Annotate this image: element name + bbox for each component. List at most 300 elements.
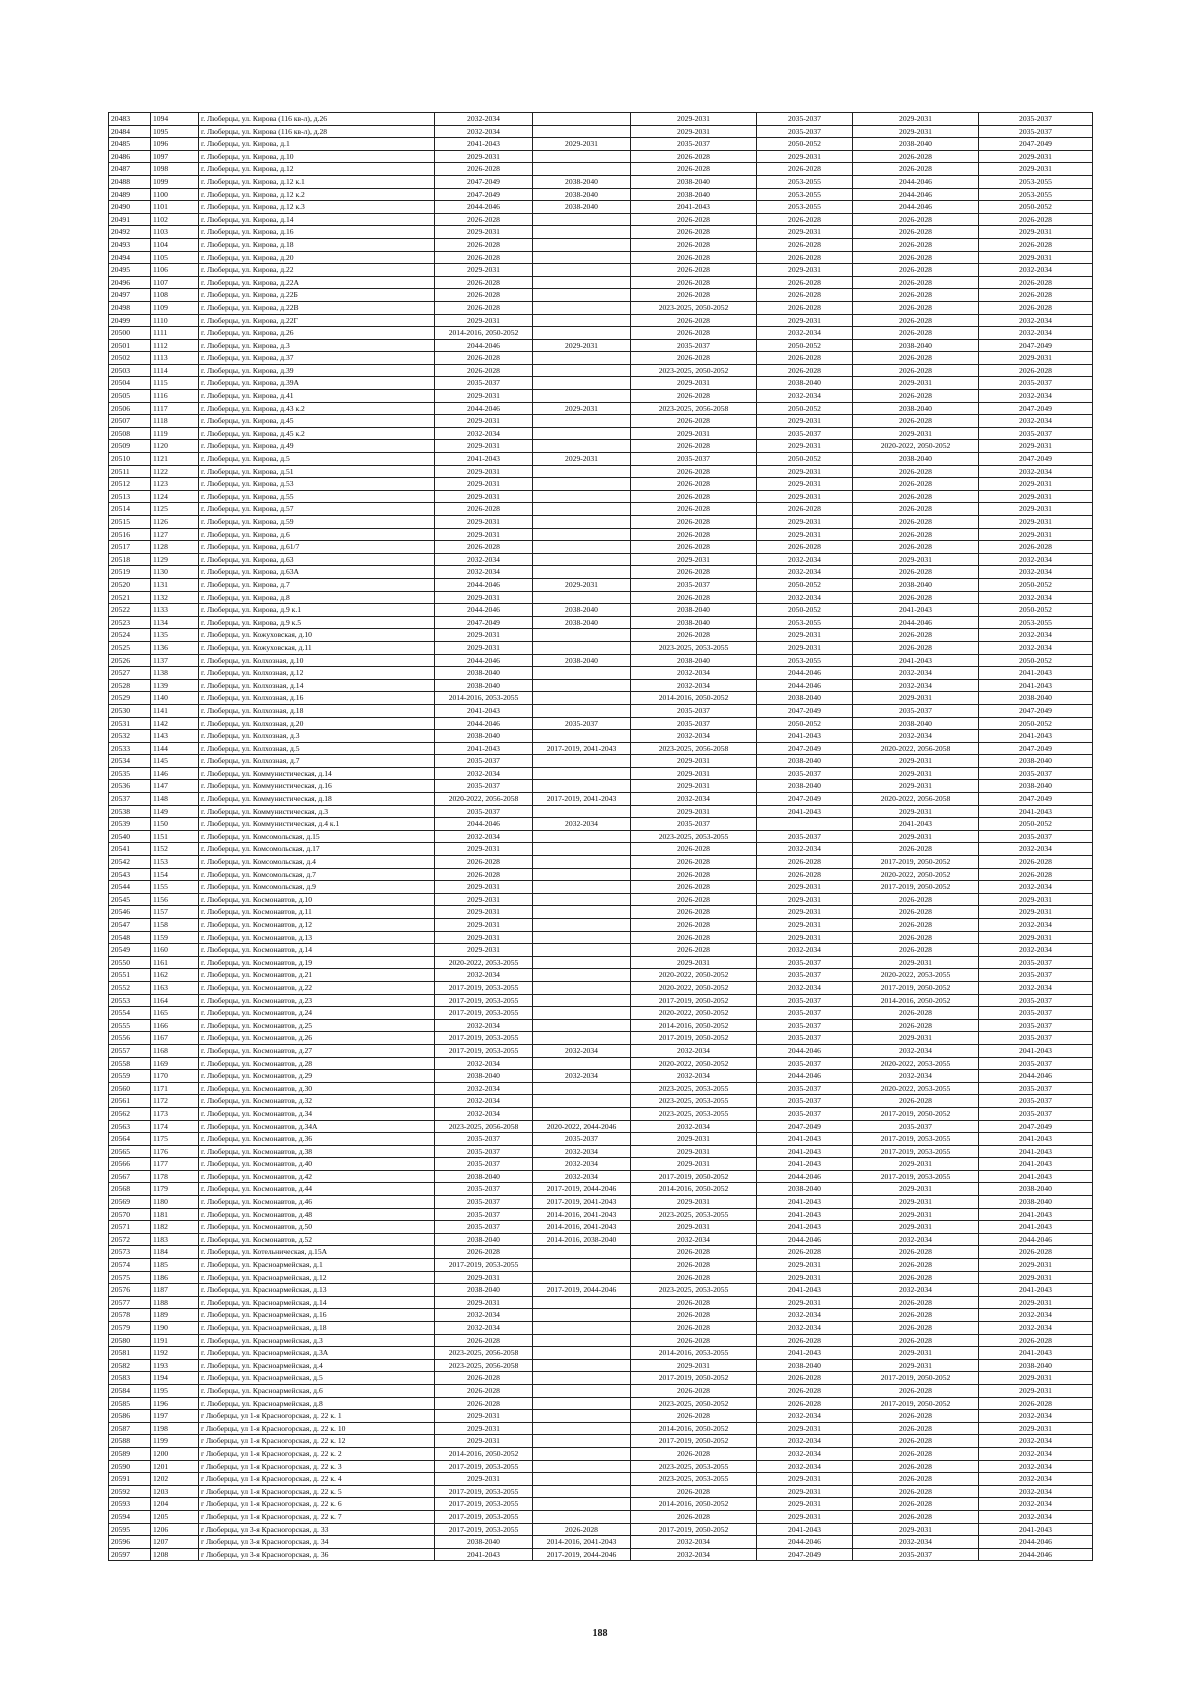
table-row bbox=[109, 654, 1093, 667]
cell-period-3: 2026-2028 bbox=[631, 906, 757, 919]
cell-period-5: 2029-2031 bbox=[853, 1359, 979, 1372]
cell-row-id: 20519 bbox=[109, 566, 151, 579]
cell-period-6: 2032-2034 bbox=[979, 981, 1093, 994]
cell-period-2 bbox=[533, 1007, 631, 1020]
cell-period-1: 2029-2031 bbox=[435, 528, 533, 541]
cell-item-number: 1116 bbox=[151, 390, 199, 403]
table-row bbox=[109, 402, 1093, 415]
table-row bbox=[109, 415, 1093, 428]
cell-period-5: 2026-2028 bbox=[853, 1334, 979, 1347]
cell-period-5: 2026-2028 bbox=[853, 251, 979, 264]
cell-period-6: 2029-2031 bbox=[979, 440, 1093, 453]
cell-period-1: 2026-2028 bbox=[435, 541, 533, 554]
cell-address: г. Люберцы, ул. Кирова, д.12 к.1 bbox=[199, 175, 435, 188]
cell-period-1: 2017-2019, 2053-2055 bbox=[435, 1032, 533, 1045]
cell-address: г. Люберцы, ул. Космонавтов, д.30 bbox=[199, 1082, 435, 1095]
table-row bbox=[109, 1498, 1093, 1511]
cell-address: г. Люберцы, ул. Космонавтов, д.27 bbox=[199, 1044, 435, 1057]
cell-period-3: 2023-2025, 2050-2052 bbox=[631, 301, 757, 314]
table-row bbox=[109, 969, 1093, 982]
table-row bbox=[109, 251, 1093, 264]
cell-period-3: 2017-2019, 2050-2052 bbox=[631, 1523, 757, 1536]
table-row bbox=[109, 1397, 1093, 1410]
cell-period-4: 2038-2040 bbox=[757, 1183, 853, 1196]
cell-period-5: 2026-2028 bbox=[853, 390, 979, 403]
cell-period-3: 2026-2028 bbox=[631, 541, 757, 554]
cell-period-4: 2032-2034 bbox=[757, 981, 853, 994]
cell-period-5: 2026-2028 bbox=[853, 238, 979, 251]
cell-period-5: 2026-2028 bbox=[853, 150, 979, 163]
cell-item-number: 1180 bbox=[151, 1196, 199, 1209]
cell-item-number: 1159 bbox=[151, 931, 199, 944]
cell-period-4: 2032-2034 bbox=[757, 1460, 853, 1473]
cell-period-3: 2029-2031 bbox=[631, 1196, 757, 1209]
cell-period-2 bbox=[533, 251, 631, 264]
cell-period-1: 2014-2016, 2050-2052 bbox=[435, 1447, 533, 1460]
cell-period-5: 2020-2022, 2053-2055 bbox=[853, 969, 979, 982]
cell-period-2: 2017-2019, 2041-2043 bbox=[533, 742, 631, 755]
cell-period-2 bbox=[533, 301, 631, 314]
cell-period-5: 2026-2028 bbox=[853, 591, 979, 604]
cell-period-4: 2035-2037 bbox=[757, 1095, 853, 1108]
cell-period-3: 2029-2031 bbox=[631, 1158, 757, 1171]
cell-period-3: 2014-2016, 2053-2055 bbox=[631, 1347, 757, 1360]
cell-row-id: 20558 bbox=[109, 1057, 151, 1070]
cell-period-2 bbox=[533, 881, 631, 894]
table-row bbox=[109, 717, 1093, 730]
cell-period-2 bbox=[533, 1259, 631, 1272]
cell-period-4: 2026-2028 bbox=[757, 1334, 853, 1347]
cell-period-1: 2029-2031 bbox=[435, 893, 533, 906]
cell-period-3: 2032-2034 bbox=[631, 793, 757, 806]
cell-period-2: 2020-2022, 2044-2046 bbox=[533, 1120, 631, 1133]
cell-address: г. Люберцы, ул. Кирова, д.9 к.1 bbox=[199, 604, 435, 617]
cell-period-4: 2032-2034 bbox=[757, 1322, 853, 1335]
cell-period-2 bbox=[533, 591, 631, 604]
cell-row-id: 20542 bbox=[109, 856, 151, 869]
cell-period-1: 2026-2028 bbox=[435, 163, 533, 176]
table-row bbox=[109, 453, 1093, 466]
table-row bbox=[109, 1019, 1093, 1032]
cell-item-number: 1122 bbox=[151, 465, 199, 478]
table-row bbox=[109, 1032, 1093, 1045]
cell-period-5: 2026-2028 bbox=[853, 503, 979, 516]
cell-period-1: 2029-2031 bbox=[435, 629, 533, 642]
cell-period-2 bbox=[533, 1372, 631, 1385]
cell-row-id: 20566 bbox=[109, 1158, 151, 1171]
cell-row-id: 20509 bbox=[109, 440, 151, 453]
cell-period-5: 2029-2031 bbox=[853, 125, 979, 138]
cell-period-2 bbox=[533, 150, 631, 163]
cell-period-4: 2044-2046 bbox=[757, 1044, 853, 1057]
cell-period-2 bbox=[533, 1347, 631, 1360]
cell-address: г. Люберцы, ул. Комсомольская, д.4 bbox=[199, 856, 435, 869]
cell-row-id: 20522 bbox=[109, 604, 151, 617]
cell-period-5: 2032-2034 bbox=[853, 1536, 979, 1549]
cell-period-5: 2026-2028 bbox=[853, 465, 979, 478]
cell-period-5: 2026-2028 bbox=[853, 893, 979, 906]
cell-period-1: 2032-2034 bbox=[435, 1057, 533, 1070]
cell-period-4: 2029-2031 bbox=[757, 226, 853, 239]
cell-period-5: 2041-2043 bbox=[853, 818, 979, 831]
cell-period-4: 2041-2043 bbox=[757, 1284, 853, 1297]
cell-period-2 bbox=[533, 377, 631, 390]
cell-period-1: 2017-2019, 2053-2055 bbox=[435, 1460, 533, 1473]
cell-period-6: 2038-2040 bbox=[979, 692, 1093, 705]
cell-period-1: 2029-2031 bbox=[435, 1271, 533, 1284]
cell-item-number: 1146 bbox=[151, 767, 199, 780]
cell-period-2: 2017-2019, 2041-2043 bbox=[533, 1196, 631, 1209]
cell-period-2: 2029-2031 bbox=[533, 402, 631, 415]
cell-item-number: 1149 bbox=[151, 805, 199, 818]
cell-period-3: 2035-2037 bbox=[631, 704, 757, 717]
table-row bbox=[109, 1120, 1093, 1133]
cell-period-2 bbox=[533, 1410, 631, 1423]
cell-address: г. Люберцы, ул. Колхозная, д.5 bbox=[199, 742, 435, 755]
cell-period-5: 2029-2031 bbox=[853, 1183, 979, 1196]
cell-period-5: 2026-2028 bbox=[853, 415, 979, 428]
cell-row-id: 20507 bbox=[109, 415, 151, 428]
cell-period-1: 2032-2034 bbox=[435, 1082, 533, 1095]
cell-period-6: 2035-2037 bbox=[979, 1019, 1093, 1032]
cell-period-6: 2026-2028 bbox=[979, 868, 1093, 881]
cell-period-4: 2035-2037 bbox=[757, 113, 853, 126]
cell-address: г. Люберцы, ул. Космонавтов, д.26 bbox=[199, 1032, 435, 1045]
cell-period-3: 2023-2025, 2053-2055 bbox=[631, 1082, 757, 1095]
cell-period-6: 2029-2031 bbox=[979, 1384, 1093, 1397]
cell-period-1: 2026-2028 bbox=[435, 213, 533, 226]
cell-period-5: 2035-2037 bbox=[853, 1120, 979, 1133]
cell-row-id: 20556 bbox=[109, 1032, 151, 1045]
cell-item-number: 1123 bbox=[151, 478, 199, 491]
cell-period-5: 2020-2022, 2050-2052 bbox=[853, 868, 979, 881]
cell-period-4: 2044-2046 bbox=[757, 667, 853, 680]
cell-period-6: 2029-2031 bbox=[979, 163, 1093, 176]
cell-period-4: 2026-2028 bbox=[757, 1372, 853, 1385]
cell-address: г Люберцы, ул 1-я Красногорская, д. 22 к. 6 bbox=[199, 1498, 435, 1511]
cell-item-number: 1104 bbox=[151, 238, 199, 251]
cell-row-id: 20520 bbox=[109, 578, 151, 591]
cell-row-id: 20577 bbox=[109, 1296, 151, 1309]
cell-row-id: 20579 bbox=[109, 1322, 151, 1335]
cell-period-2 bbox=[533, 1397, 631, 1410]
cell-period-3: 2038-2040 bbox=[631, 175, 757, 188]
cell-item-number: 1197 bbox=[151, 1410, 199, 1423]
cell-period-1: 2044-2046 bbox=[435, 604, 533, 617]
table-row bbox=[109, 742, 1093, 755]
cell-period-1: 2026-2028 bbox=[435, 289, 533, 302]
table-row bbox=[109, 1422, 1093, 1435]
cell-address: г. Люберцы, ул. Космонавтов, д.29 bbox=[199, 1070, 435, 1083]
cell-period-6: 2035-2037 bbox=[979, 1082, 1093, 1095]
cell-period-1: 2026-2028 bbox=[435, 1334, 533, 1347]
cell-address: г Люберцы, ул 1-я Красногорская, д. 22 к. 4 bbox=[199, 1473, 435, 1486]
cell-period-5: 2017-2019, 2053-2055 bbox=[853, 1133, 979, 1146]
cell-period-1: 2029-2031 bbox=[435, 881, 533, 894]
cell-item-number: 1150 bbox=[151, 818, 199, 831]
cell-period-6: 2029-2031 bbox=[979, 490, 1093, 503]
cell-row-id: 20547 bbox=[109, 919, 151, 932]
cell-period-4: 2035-2037 bbox=[757, 427, 853, 440]
cell-address: г. Люберцы, ул. Космонавтов, д.12 bbox=[199, 919, 435, 932]
cell-address: г. Люберцы, ул. Кирова, д.12 bbox=[199, 163, 435, 176]
cell-address: г. Люберцы, ул. Кирова, д.39А bbox=[199, 377, 435, 390]
cell-period-4: 2029-2031 bbox=[757, 1259, 853, 1272]
cell-period-6: 2041-2043 bbox=[979, 667, 1093, 680]
cell-period-1: 2041-2043 bbox=[435, 138, 533, 151]
cell-period-2: 2032-2034 bbox=[533, 1158, 631, 1171]
cell-row-id: 20489 bbox=[109, 188, 151, 201]
cell-item-number: 1190 bbox=[151, 1322, 199, 1335]
cell-period-3: 2029-2031 bbox=[631, 780, 757, 793]
cell-period-3: 2038-2040 bbox=[631, 604, 757, 617]
cell-address: г. Люберцы, ул. Космонавтов, д.23 bbox=[199, 994, 435, 1007]
cell-address: г. Люберцы, ул. Красноармейская, д.6 bbox=[199, 1384, 435, 1397]
cell-period-4: 2050-2052 bbox=[757, 138, 853, 151]
cell-address: г. Люберцы, ул. Кирова, д.63А bbox=[199, 566, 435, 579]
cell-period-2 bbox=[533, 730, 631, 743]
cell-period-1: 2029-2031 bbox=[435, 226, 533, 239]
cell-address: г. Люберцы, ул. Космонавтов, д.34 bbox=[199, 1107, 435, 1120]
cell-period-4: 2053-2055 bbox=[757, 175, 853, 188]
cell-period-3: 2020-2022, 2050-2052 bbox=[631, 969, 757, 982]
cell-item-number: 1161 bbox=[151, 956, 199, 969]
cell-period-1: 2023-2025, 2056-2058 bbox=[435, 1347, 533, 1360]
cell-period-4: 2026-2028 bbox=[757, 163, 853, 176]
cell-address: г. Люберцы, ул. Колхозная, д.16 bbox=[199, 692, 435, 705]
table-row bbox=[109, 352, 1093, 365]
cell-period-5: 2035-2037 bbox=[853, 704, 979, 717]
cell-period-5: 2026-2028 bbox=[853, 843, 979, 856]
cell-row-id: 20584 bbox=[109, 1384, 151, 1397]
cell-item-number: 1114 bbox=[151, 364, 199, 377]
cell-row-id: 20504 bbox=[109, 377, 151, 390]
table-row bbox=[109, 1296, 1093, 1309]
cell-item-number: 1207 bbox=[151, 1536, 199, 1549]
cell-row-id: 20549 bbox=[109, 944, 151, 957]
table-row bbox=[109, 289, 1093, 302]
table-row bbox=[109, 578, 1093, 591]
cell-period-1: 2029-2031 bbox=[435, 1422, 533, 1435]
cell-period-5: 2038-2040 bbox=[853, 402, 979, 415]
cell-period-2 bbox=[533, 1435, 631, 1448]
cell-period-6: 2047-2049 bbox=[979, 138, 1093, 151]
table-row bbox=[109, 931, 1093, 944]
cell-period-2: 2032-2034 bbox=[533, 1044, 631, 1057]
cell-address: г. Люберцы, ул. Кирова, д.41 bbox=[199, 390, 435, 403]
cell-period-5: 2026-2028 bbox=[853, 1447, 979, 1460]
cell-item-number: 1129 bbox=[151, 553, 199, 566]
cell-period-1: 2029-2031 bbox=[435, 843, 533, 856]
cell-address: г. Люберцы, ул. Комсомольская, д.7 bbox=[199, 868, 435, 881]
cell-period-3: 2023-2025, 2053-2055 bbox=[631, 1284, 757, 1297]
cell-row-id: 20578 bbox=[109, 1309, 151, 1322]
cell-period-1: 2017-2019, 2053-2055 bbox=[435, 994, 533, 1007]
cell-period-5: 2026-2028 bbox=[853, 1435, 979, 1448]
cell-address: г. Люберцы, ул. Космонавтов, д.32 bbox=[199, 1095, 435, 1108]
cell-period-2 bbox=[533, 490, 631, 503]
cell-period-6: 2029-2031 bbox=[979, 226, 1093, 239]
cell-period-6: 2044-2046 bbox=[979, 1233, 1093, 1246]
cell-period-1: 2029-2031 bbox=[435, 465, 533, 478]
cell-period-3: 2026-2028 bbox=[631, 1384, 757, 1397]
cell-address: г. Люберцы, ул. Красноармейская, д.13 bbox=[199, 1284, 435, 1297]
cell-period-4: 2041-2043 bbox=[757, 1347, 853, 1360]
cell-period-2 bbox=[533, 238, 631, 251]
cell-period-3: 2032-2034 bbox=[631, 1070, 757, 1083]
cell-address: г. Люберцы, ул. Космонавтов, д.38 bbox=[199, 1145, 435, 1158]
cell-period-4: 2038-2040 bbox=[757, 692, 853, 705]
table-row bbox=[109, 881, 1093, 894]
table-row bbox=[109, 175, 1093, 188]
table-row bbox=[109, 1208, 1093, 1221]
cell-row-id: 20517 bbox=[109, 541, 151, 554]
cell-address: г Люберцы, ул 1-я Красногорская, д. 22 к. 3 bbox=[199, 1460, 435, 1473]
cell-period-1: 2026-2028 bbox=[435, 856, 533, 869]
cell-row-id: 20483 bbox=[109, 113, 151, 126]
table-row bbox=[109, 616, 1093, 629]
cell-period-1: 2032-2034 bbox=[435, 1095, 533, 1108]
cell-period-2 bbox=[533, 1057, 631, 1070]
cell-row-id: 20486 bbox=[109, 150, 151, 163]
cell-period-4: 2026-2028 bbox=[757, 276, 853, 289]
cell-period-1: 2044-2046 bbox=[435, 201, 533, 214]
cell-period-3: 2026-2028 bbox=[631, 150, 757, 163]
cell-period-5: 2032-2034 bbox=[853, 1233, 979, 1246]
cell-period-5: 2017-2019, 2050-2052 bbox=[853, 1397, 979, 1410]
cell-period-4: 2029-2031 bbox=[757, 1473, 853, 1486]
cell-period-6: 2041-2043 bbox=[979, 805, 1093, 818]
cell-period-2 bbox=[533, 113, 631, 126]
table-row bbox=[109, 1158, 1093, 1171]
cell-item-number: 1191 bbox=[151, 1334, 199, 1347]
cell-row-id: 20545 bbox=[109, 893, 151, 906]
cell-period-4: 2038-2040 bbox=[757, 377, 853, 390]
cell-row-id: 20552 bbox=[109, 981, 151, 994]
cell-period-6: 2029-2031 bbox=[979, 1372, 1093, 1385]
cell-period-5: 2026-2028 bbox=[853, 944, 979, 957]
cell-period-5: 2020-2022, 2056-2058 bbox=[853, 742, 979, 755]
cell-period-5: 2026-2028 bbox=[853, 516, 979, 529]
cell-period-1: 2032-2034 bbox=[435, 553, 533, 566]
cell-period-3: 2017-2019, 2050-2052 bbox=[631, 1170, 757, 1183]
cell-address: г. Люберцы, ул. Космонавтов, д.40 bbox=[199, 1158, 435, 1171]
cell-row-id: 20491 bbox=[109, 213, 151, 226]
cell-period-5: 2029-2031 bbox=[853, 427, 979, 440]
cell-period-1: 2026-2028 bbox=[435, 238, 533, 251]
cell-item-number: 1152 bbox=[151, 843, 199, 856]
cell-row-id: 20562 bbox=[109, 1107, 151, 1120]
table-row bbox=[109, 264, 1093, 277]
cell-period-3: 2014-2016, 2050-2052 bbox=[631, 692, 757, 705]
cell-address: г Люберцы, ул 1-я Красногорская, д. 22 к. 2 bbox=[199, 1447, 435, 1460]
table-row bbox=[109, 528, 1093, 541]
table-row bbox=[109, 1309, 1093, 1322]
cell-address: г. Люберцы, ул. Кирова, д.14 bbox=[199, 213, 435, 226]
cell-period-6: 2044-2046 bbox=[979, 1548, 1093, 1561]
cell-period-3: 2023-2025, 2056-2058 bbox=[631, 402, 757, 415]
cell-address: г. Люберцы, ул. Красноармейская, д.3 bbox=[199, 1334, 435, 1347]
table-row bbox=[109, 1372, 1093, 1385]
cell-row-id: 20586 bbox=[109, 1410, 151, 1423]
cell-row-id: 20505 bbox=[109, 390, 151, 403]
cell-item-number: 1121 bbox=[151, 453, 199, 466]
cell-item-number: 1188 bbox=[151, 1296, 199, 1309]
cell-period-2 bbox=[533, 276, 631, 289]
cell-item-number: 1206 bbox=[151, 1523, 199, 1536]
cell-period-2 bbox=[533, 1447, 631, 1460]
cell-period-1: 2017-2019, 2053-2055 bbox=[435, 1498, 533, 1511]
cell-period-1: 2014-2016, 2050-2052 bbox=[435, 327, 533, 340]
table-row bbox=[109, 201, 1093, 214]
cell-row-id: 20574 bbox=[109, 1259, 151, 1272]
cell-period-2 bbox=[533, 163, 631, 176]
cell-period-2 bbox=[533, 1019, 631, 1032]
cell-period-3: 2026-2028 bbox=[631, 856, 757, 869]
cell-period-1: 2038-2040 bbox=[435, 1233, 533, 1246]
cell-item-number: 1156 bbox=[151, 893, 199, 906]
cell-period-5: 2026-2028 bbox=[853, 1322, 979, 1335]
cell-period-2 bbox=[533, 1359, 631, 1372]
cell-row-id: 20498 bbox=[109, 301, 151, 314]
cell-period-3: 2029-2031 bbox=[631, 1145, 757, 1158]
cell-address: г. Люберцы, ул. Кирова, д.22Г bbox=[199, 314, 435, 327]
cell-period-3: 2017-2019, 2050-2052 bbox=[631, 1435, 757, 1448]
cell-period-4: 2050-2052 bbox=[757, 604, 853, 617]
cell-period-4: 2029-2031 bbox=[757, 1422, 853, 1435]
cell-item-number: 1095 bbox=[151, 125, 199, 138]
cell-period-1: 2041-2043 bbox=[435, 704, 533, 717]
cell-period-5: 2029-2031 bbox=[853, 830, 979, 843]
cell-period-4: 2041-2043 bbox=[757, 1523, 853, 1536]
cell-period-2 bbox=[533, 516, 631, 529]
table-row bbox=[109, 138, 1093, 151]
cell-period-4: 2035-2037 bbox=[757, 1019, 853, 1032]
cell-item-number: 1162 bbox=[151, 969, 199, 982]
table-row bbox=[109, 730, 1093, 743]
table-row bbox=[109, 944, 1093, 957]
cell-period-1: 2035-2037 bbox=[435, 805, 533, 818]
cell-period-4: 2029-2031 bbox=[757, 1296, 853, 1309]
cell-period-4: 2029-2031 bbox=[757, 1510, 853, 1523]
cell-period-4: 2029-2031 bbox=[757, 1485, 853, 1498]
cell-period-5: 2026-2028 bbox=[853, 906, 979, 919]
cell-period-2: 2014-2016, 2041-2043 bbox=[533, 1536, 631, 1549]
cell-period-3: 2026-2028 bbox=[631, 868, 757, 881]
cell-period-1: 2038-2040 bbox=[435, 1070, 533, 1083]
cell-period-1: 2026-2028 bbox=[435, 301, 533, 314]
table-row bbox=[109, 238, 1093, 251]
table-row bbox=[109, 780, 1093, 793]
cell-period-3: 2026-2028 bbox=[631, 528, 757, 541]
cell-period-4: 2029-2031 bbox=[757, 264, 853, 277]
cell-period-5: 2026-2028 bbox=[853, 327, 979, 340]
table-row bbox=[109, 956, 1093, 969]
cell-item-number: 1173 bbox=[151, 1107, 199, 1120]
cell-period-1: 2047-2049 bbox=[435, 175, 533, 188]
cell-period-6: 2041-2043 bbox=[979, 679, 1093, 692]
cell-item-number: 1198 bbox=[151, 1422, 199, 1435]
cell-period-3: 2029-2031 bbox=[631, 1359, 757, 1372]
table-row bbox=[109, 1410, 1093, 1423]
cell-period-4: 2041-2043 bbox=[757, 805, 853, 818]
cell-period-5: 2020-2022, 2056-2058 bbox=[853, 793, 979, 806]
cell-item-number: 1117 bbox=[151, 402, 199, 415]
cell-period-5: 2026-2028 bbox=[853, 1095, 979, 1108]
cell-period-6: 2053-2055 bbox=[979, 188, 1093, 201]
cell-address: г. Люберцы, ул. Колхозная, д.10 bbox=[199, 654, 435, 667]
cell-period-2 bbox=[533, 1032, 631, 1045]
